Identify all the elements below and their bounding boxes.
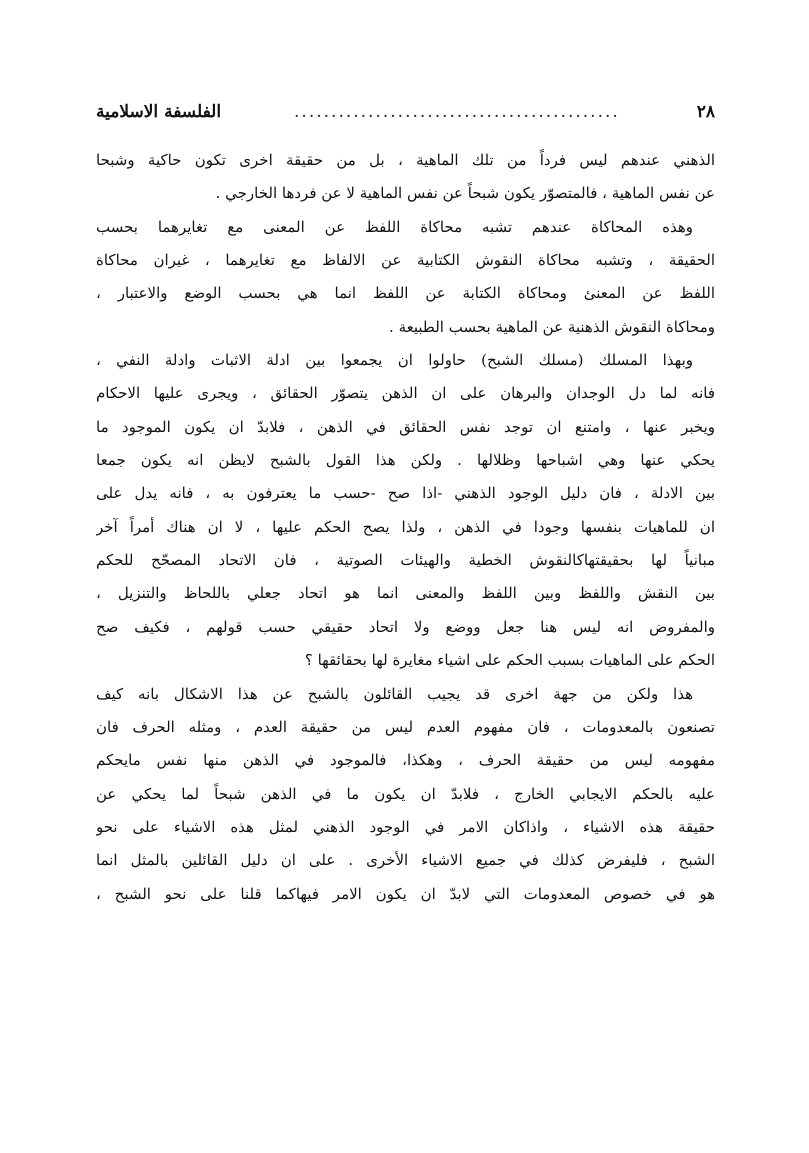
text-line: عن نفس الماهية ، فالمتصوّر يكون شبحاً عن نفس الماهية لا عن فردها الخارجي .	[215, 184, 715, 203]
text-line: ومحاكاة النقوش الذهنية عن الماهية بحسب الطبيعة .	[389, 317, 715, 336]
text-line: الشبح ، فليفرض كذلك في جميع الاشياء الأخرى . على ان دليل القائلين بالمثل انما	[96, 851, 715, 870]
text-line: بين الادلة ، فان دليل الوجود الذهني -اذا صح -حسب ما يعترفون به ، فانه يدل على	[96, 484, 715, 503]
text-line: الحقيقة ، وتشبه محاكاة النقوش الكتابية عن الالفاظ مع تغايرهما ، غيران محاكاة	[96, 251, 715, 270]
text-line: بين النقش واللفظ وبين اللفظ والمعنى انما هو اتحاد جعلي باللحاظ والتنزيل ،	[96, 584, 715, 603]
text-line: ان للماهيات بنفسها وجودا في الذهن ، ولذا يصح الحكم عليها ، لا ان هناك أمراً آخر	[96, 517, 715, 536]
page-number: ٢٨	[696, 102, 715, 122]
text-line: والمفروض انه ليس هنا جعل ووضع ولا اتحاد حقيقي حسب قولهم ، فكيف صح	[96, 617, 715, 636]
running-title: الفلسفة الاسلامية	[96, 102, 222, 122]
text-line: مبانياً لها بحقيقتهاكالنقوش الخطية والهيئات الصوتية ، فان الاتحاد المصحّح للحكم	[96, 551, 715, 570]
page-header	[96, 88, 715, 122]
text-line: يحكي عنها وهي اشباحها وظلالها . ولكن هذا القول بالشبح لايظن انه يكون جمعا	[96, 451, 715, 470]
text-line: فانه لما دل الوجدان والبرهان على ان الذهن يتصوّر الحقائق ، ويجرى عليها الاحكام	[96, 384, 715, 403]
text-line: الحكم على الماهيات بسبب الحكم على اشياء مغايرة لها بحقائقها ؟	[304, 651, 715, 670]
text-line: هذا ولكن من جهة اخرى قد يجيب القائلون بالشبح عن هذا الاشكال بانه كيف	[96, 684, 693, 703]
text-line: تصنعون بالمعدومات ، فان مفهوم العدم ليس من حقيقة العدم ، ومثله الحرف فان	[96, 717, 715, 736]
text-line: حقيقة هذه الاشياء ، واذاكان الامر في الوجود الذهني لمثل هذه الاشياء على نحو	[96, 817, 715, 836]
leader-dots: ............................................	[294, 102, 620, 122]
text-line: اللفظ عن المعنئ ومحاكاة الكتابة عن اللفظ انما هي بحسب الوضع والاعتبار ،	[96, 284, 715, 303]
text-line: هو في خصوص المعدومات التي لابدّ ان يكون الامر فيهاكما قلنا على نحو الشبح ،	[96, 884, 715, 903]
text-line: الذهني عندهم ليس فرداً من تلك الماهية ، بل من حقيقة اخرى تكون حاكية وشبحا	[96, 151, 715, 169]
text-line: وهذه المحاكاة عندهم تشبه محاكاة اللفظ عن المعنى مع تغايرهما بحسب	[96, 217, 693, 236]
text-line: ويخبر عنها ، وامتنع ان توجد نفس الحقائق في الذهن ، فلابدّ ان يكون الموجود ما	[96, 417, 715, 436]
text-line: مفهومه ليس من حقيقة الحرف ، وهكذا، فالموجود في الذهن منها نفس مايحكم	[96, 751, 715, 770]
body-text	[96, 144, 715, 911]
text-line: عليه بالحكم الايجابي الخارج ، فلابدّ ان يكون ما في الذهن شبحاً لما يحكي عن	[96, 784, 715, 803]
text-line: وبهذا المسلك (مسلك الشبح) حاولوا ان يجمعوا بين ادلة الاثبات وادلة النفي ،	[96, 351, 693, 370]
